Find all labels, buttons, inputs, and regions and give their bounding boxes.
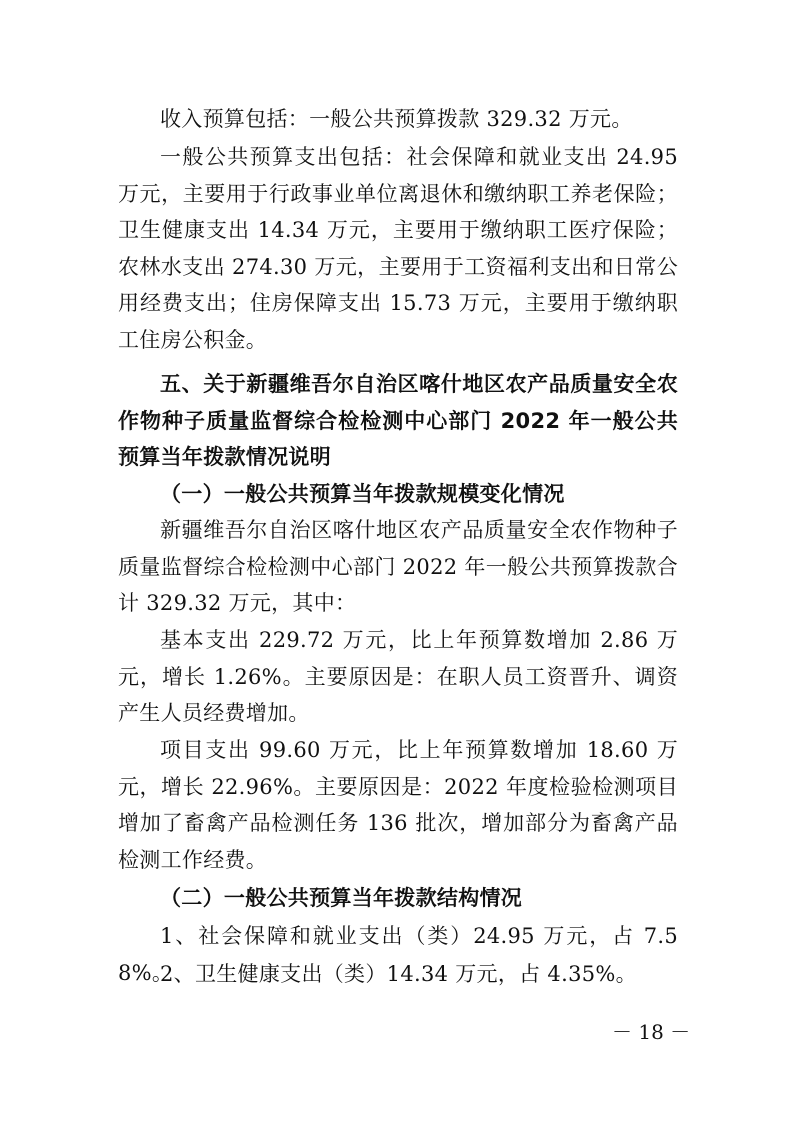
section-heading: 五、关于新疆维吾尔自治区喀什地区农产品质量安全农作物种子质量监督综合检检测中心部门 2022 年一般公共预算当年拨款情况说明	[118, 372, 678, 469]
structure-item-2: 2、卫生健康支出（类）14.34 万元，占 4.35%。	[160, 962, 637, 986]
expense-paragraph: 一般公共预算支出包括：社会保障和就业支出 24.95 万元，主要用于行政事业单位离退休和缴纳职工养老保险；卫生健康支出 14.34 万元，主要用于缴纳职工医疗保险；农林水支出 274.30 万元，主要用于工资福利支出和日常公用经费支出；住房保障支出 15.73 万元，主要用于缴纳职工住房公积金。	[118, 145, 678, 352]
subsection-heading-1: （一）一般公共预算当年拨款规模变化情况	[160, 481, 565, 506]
project-expense-paragraph: 项目支出 99.60 万元，比上年预算数增加 18.60 万元，增长 22.96%。主要原因是：2022 年度检验检测项目增加了畜禽产品检测任务 136 批次，增加部分为畜禽产品检测工作经费。	[118, 738, 678, 872]
income-paragraph: 收入预算包括：一般公共预算拨款 329.32 万元。	[160, 107, 633, 131]
scale-paragraph: 新疆维吾尔自治区喀什地区农产品质量安全农作物种子质量监督综合检检测中心部门 2022 年一般公共预算拨款合计 329.32 万元，其中：	[118, 518, 678, 615]
page-number: － 18 －	[612, 1020, 691, 1044]
structure-item-1: 1、社会保障和就业支出（类）24.95 万元，占 7.58%。	[118, 924, 678, 985]
subsection-heading-2: （二）一般公共预算当年拨款结构情况	[160, 885, 523, 910]
basic-expense-paragraph: 基本支出 229.72 万元，比上年预算数增加 2.86 万元，增长 1.26%。主要原因是：在职人员工资晋升、调资产生人员经费增加。	[118, 628, 678, 725]
